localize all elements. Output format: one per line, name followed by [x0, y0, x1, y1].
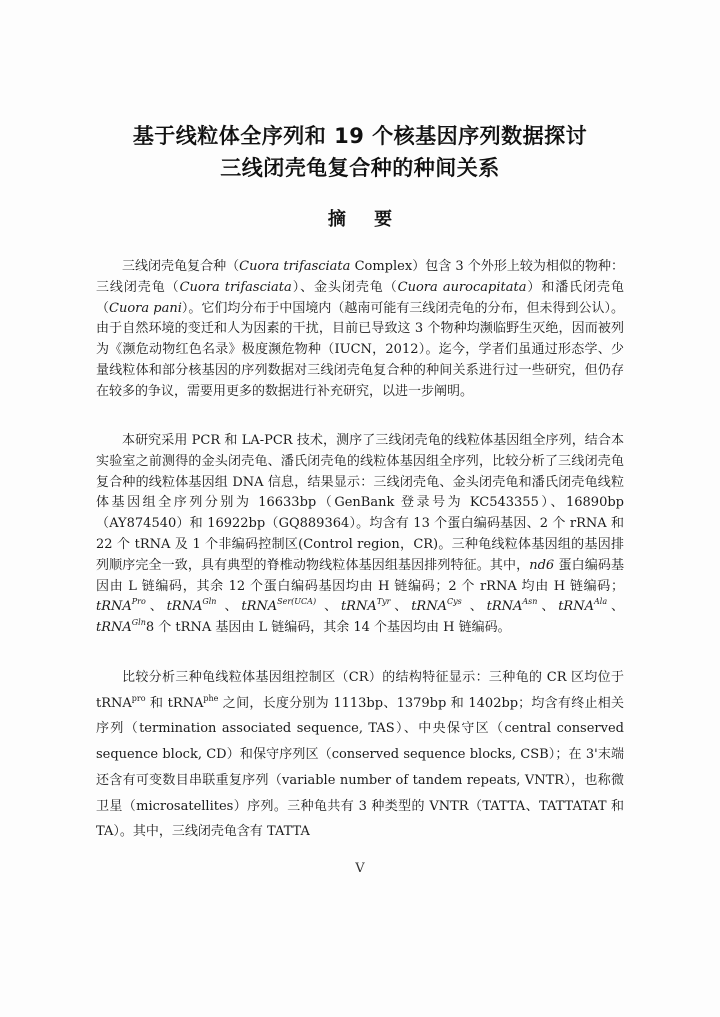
abstract-heading: 摘 要: [327, 209, 393, 230]
paragraph-1: 三线闭壳龟复合种（Cuora trifasciata Complex）包含 3 个外形上较为相似的物种：三线闭壳龟（Cuora trifasciata）、金头闭壳龟（Cuora aurocapitata）和潘氏闭壳龟（Cuora pani）。它们均分布于中国境内（越南可能有三线闭壳龟的分布，但未得到公认）。由于自然环境的变迁和人为因素的干扰，目前已导致这 3 个物种均濒临野生灭绝，因而被列为《濒危动物红色名录》极度濒危物种（IUCN，2012）。迄今，学者们虽通过形态学、少量线粒体和部分核基因的序列数据对三线闭壳龟复合种的种间关系进行过一些研究，但仍存在较多的争议，需要用更多的数据进行补充研究，以进一步阐明。: [96, 259, 624, 399]
paragraph-3: 比较分析三种龟线粒体基因组控制区（CR）的结构特征显示：三种龟的 CR 区均位于 tRNA$^{pro}$ 和 tRNA$^{phe}$ 之间，长度分别为 1113bp、1379bp 和 1402bp；均含有终止相关序列（termination associated sequence, TAS）、中央保守区（central conserved sequence block, CD）和保守序列区（conserved sequence blocks, CSB）；在 3'末端还含有可变数目串联重复序列（variable number of tandem repeats, VNTR），也称微卫星（microsatellites）序列。三种龟共有 3 种类型的 VNTR（TATTA、TATTATAT 和 TA）。其中，三线闭壳龟含有 TATTA: [96, 670, 624, 840]
page-number: V: [355, 861, 365, 876]
title-line-2: 三线闭壳龟复合种的种间关系: [220, 156, 500, 180]
paragraph-2: 本研究采用 PCR 和 LA-PCR 技术，测序了三线闭壳龟的线粒体基因组全序列，结合本实验室之前测得的金头闭壳龟、潘氏闭壳龟的线粒体基因组全序列，比较分析了三线闭壳龟复合种的线粒体基因组 DNA 信息，结果显示：三线闭壳龟、金头闭壳龟和潘氏闭壳龟线粒体基因组全序列分别为 16633bp（GenBank 登录号为 KC543355）、16890bp（AY874540）和 16922bp（GQ889364）。均含有 13 个蛋白编码基因、2 个 rRNA 和 22 个 tRNA 及 1 个非编码控制区(Control region，CR)。三种龟线粒体基因组的基因排列顺序完全一致，具有典型的脊椎动物线粒体基因组基因排列特征。其中，nd6 蛋白编码基因由 L 链编码，其余 12 个蛋白编码基因均由 H 链编码；2 个 rRNA 均由 H 链编码；tRNA$^{Pro}$、tRNA$^{Gln}$ 、tRNA$^{Ser(UCA)}$ 、tRNA$^{Tyr}$、tRNA$^{Cys}$ 、tRNA$^{Asn}$、tRNA$^{Ala}$、tRNA$^{Gln}$8 个 tRNA 基因由 L 链编码，其余 14 个基因均由 H 链编码。: [96, 433, 624, 636]
title-line-1: 基于线粒体全序列和 19 个核基因序列数据探讨: [132, 124, 588, 148]
